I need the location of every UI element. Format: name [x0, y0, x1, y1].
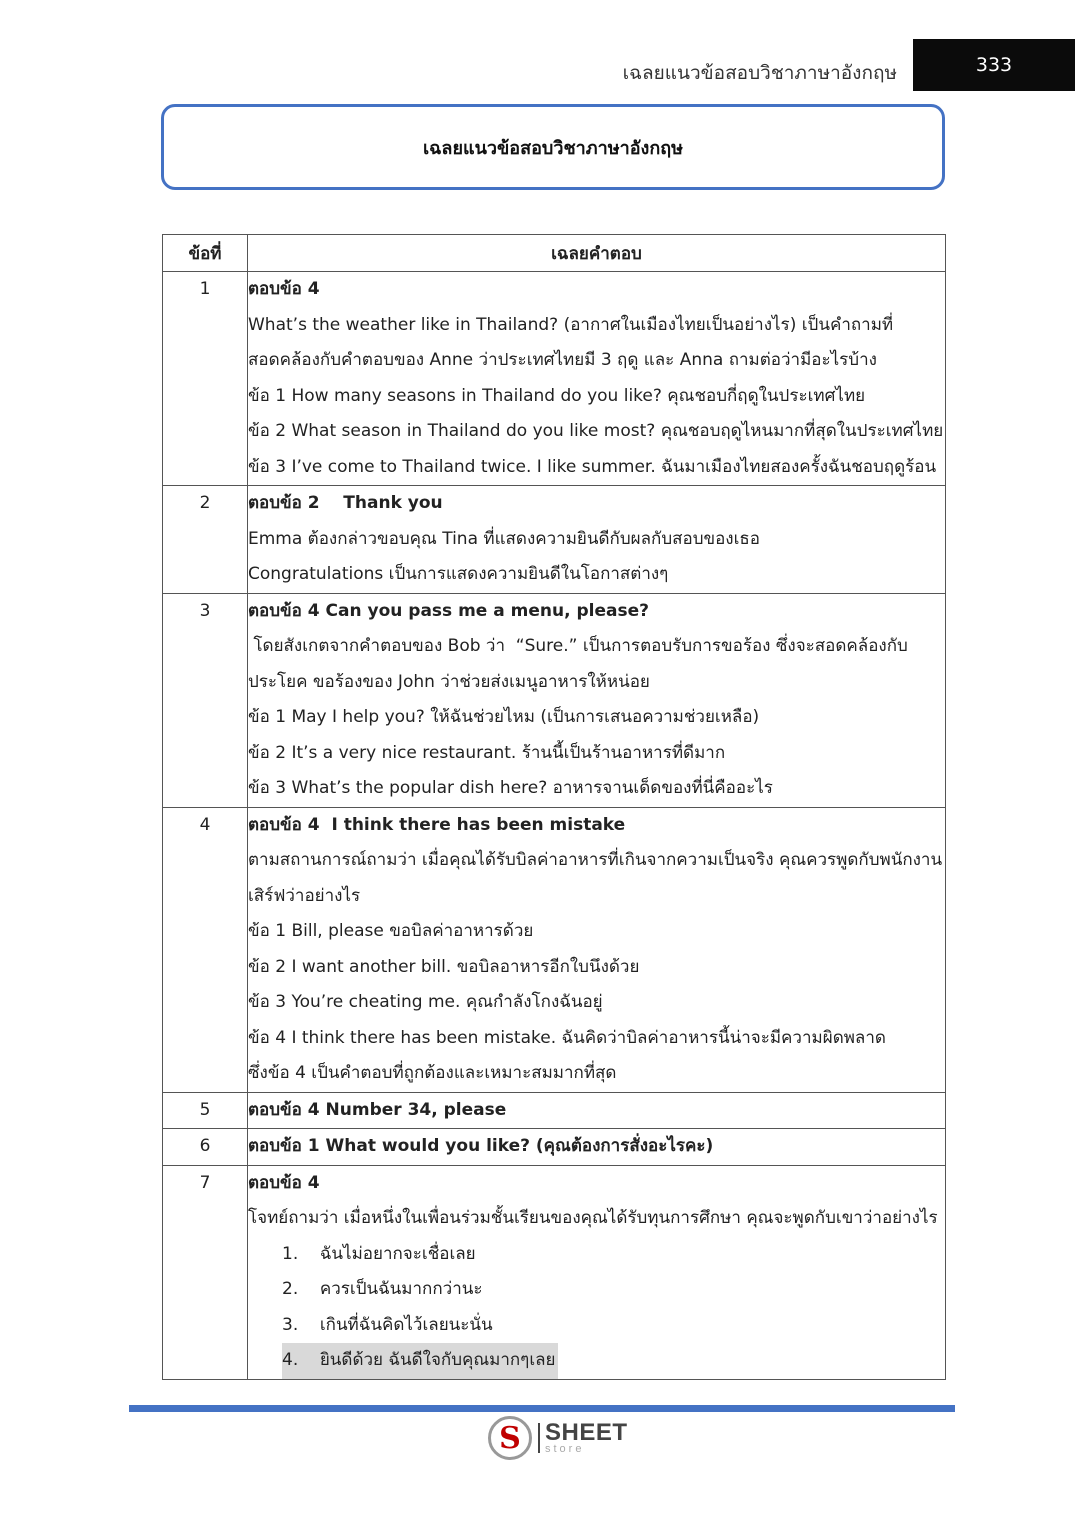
- question-number: 3: [163, 593, 248, 807]
- table-row: [163, 1129, 946, 1166]
- answer-cell: [248, 272, 946, 486]
- answer-cell: [248, 807, 946, 1092]
- logo-wordmark: [545, 1421, 628, 1455]
- explanation-line: ข้อ 2 It’s a very nice restaurant. ร้านนี้เป็นร้านอาหารที่ดีมาก: [248, 742, 726, 763]
- answer-cell: [248, 593, 946, 807]
- answer-cell: [248, 1129, 946, 1166]
- section-title-box: [161, 104, 945, 190]
- explanation-line: โจทย์ถามว่า เมื่อหนึ่งในเพื่อนร่วมชั้นเรียนของคุณได้รับทุนการศึกษา คุณจะพูดกับเขาว่าอย่างไร: [248, 1208, 938, 1228]
- question-number: 6: [163, 1129, 248, 1166]
- answer-cell: [248, 1165, 946, 1379]
- answer-choice: ตอบข้อ 1 What would you like? (คุณต้องการสั่งอะไรคะ): [248, 1136, 714, 1156]
- page-number: 333: [913, 39, 1075, 91]
- explanation-line: ข้อ 1 May I help you? ให้ฉันช่วยไหม (เป็นการเสนอความช่วยเหลือ): [248, 707, 760, 727]
- explanation-line: ซึ่งข้อ 4 เป็นคำตอบที่ถูกต้องและเหมาะสมมากที่สุด: [248, 1063, 617, 1083]
- table-row: [163, 272, 946, 486]
- section-title: เฉลยแนวข้อสอบวิชาภาษาอังกฤษ: [423, 137, 683, 159]
- column-header-no: ข้อที่: [163, 235, 248, 272]
- explanation-line: ข้อ 1 How many seasons in Thailand do you like? คุณชอบกี่ฤดูในประเทศไทย: [248, 385, 866, 406]
- table-row: [163, 486, 946, 594]
- table-row: [163, 807, 946, 1092]
- running-header-title: เฉลยแนวข้อสอบวิชาภาษาอังกฤษ: [622, 62, 897, 84]
- table-header-row: [163, 235, 946, 272]
- answer-table: [162, 234, 946, 1380]
- explanation-line: Congratulations เป็นการแสดงความยินดีในโอกาสต่างๆ: [248, 564, 669, 584]
- column-header-answer: เฉลยคำตอบ: [248, 235, 946, 272]
- sheet-store-logo: [488, 1418, 628, 1458]
- question-number: 7: [163, 1165, 248, 1379]
- question-number: 4: [163, 807, 248, 1092]
- table-row: [163, 593, 946, 807]
- table-row: [163, 1092, 946, 1129]
- question-number: 5: [163, 1092, 248, 1129]
- option-line: 2. ควรเป็นฉันมากกว่านะ: [282, 1279, 483, 1299]
- answer-choice: ตอบข้อ 4: [248, 279, 320, 299]
- explanation-line: สอดคล้องกับคำตอบของ Anne ว่าประเทศไทยมี 3 ฤดู และ Anna ถามต่อว่ามีอะไรบ้าง: [248, 350, 877, 370]
- explanation-line: ข้อ 3 You’re cheating me. คุณกำลังโกงฉันอยู่: [248, 992, 603, 1012]
- logo-main-text: SHEET: [545, 1419, 628, 1446]
- footer-rule: [129, 1405, 955, 1412]
- answer-cell: [248, 1092, 946, 1129]
- explanation-line: ข้อ 2 What season in Thailand do you like most? คุณชอบฤดูไหนมากที่สุดในประเทศไทย: [248, 421, 944, 441]
- question-number: 2: [163, 486, 248, 594]
- explanation-line: Emma ต้องกล่าวขอบคุณ Tina ที่แสดงความยินดีกับผลกับสอบของเธอ: [248, 528, 761, 549]
- answer-choice: ตอบข้อ 4 I think there has been mistake: [248, 814, 626, 835]
- logo-s-icon: S: [488, 1416, 532, 1460]
- option-line: 1. ฉันไม่อยากจะเชื่อเลย: [282, 1243, 476, 1264]
- explanation-line: What’s the weather like in Thailand? (อากาศในเมืองไทยเป็นอย่างไร) เป็นคำถามที่: [248, 314, 894, 335]
- explanation-line: ข้อ 1 Bill, please ขอบิลค่าอาหารด้วย: [248, 921, 534, 941]
- answer-choice: ตอบข้อ 4 Number 34, please: [248, 1099, 507, 1120]
- explanation-line: โดยสังเกตจากคำตอบของ Bob ว่า “Sure.” เป็นการตอบรับการขอร้อง ซึ่งจะสอดคล้องกับ: [248, 636, 908, 656]
- explanation-line: ข้อ 4 I think there has been mistake. ฉันคิดว่าบิลค่าอาหารนี้น่าจะมีความผิดพลาด: [248, 1027, 886, 1048]
- explanation-line: ตามสถานการณ์ถามว่า เมื่อคุณได้รับบิลค่าอาหารที่เกินจากความเป็นจริง คุณควรพูดกับพนักงาน: [248, 850, 943, 870]
- explanation-line: ข้อ 3 What’s the popular dish here? อาหารจานเด็ดของที่นี่คืออะไร: [248, 778, 773, 798]
- explanation-line: เสิร์ฟว่าอย่างไร: [248, 885, 361, 906]
- answer-choice: ตอบข้อ 2 Thank you: [248, 493, 443, 513]
- answer-choice: ตอบข้อ 4: [248, 1172, 320, 1193]
- answer-choice: ตอบข้อ 4 Can you pass me a menu, please?: [248, 600, 649, 621]
- table-row: [163, 1165, 946, 1379]
- option-line: 3. เกินที่ฉันคิดไว้เลยนะนั่น: [282, 1314, 493, 1335]
- explanation-line: ข้อ 2 I want another bill. ขอบิลอาหารอีกใบนึงด้วย: [248, 956, 640, 977]
- explanation-line: ประโยค ขอร้องของ John ว่าช่วยส่งเมนูอาหารให้หน่อย: [248, 671, 650, 692]
- logo-sub-text: store: [545, 1443, 585, 1455]
- correct-option-line: [248, 1343, 945, 1379]
- answer-cell: [248, 486, 946, 594]
- question-number: 1: [163, 272, 248, 486]
- explanation-line: ข้อ 3 I’ve come to Thailand twice. I like summer. ฉันมาเมืองไทยสองครั้งฉันชอบฤดูร้อน: [248, 456, 937, 477]
- logo-divider: [538, 1423, 540, 1453]
- correct-option-highlight: 4. ยินดีด้วย ฉันดีใจกับคุณมากๆเลย: [282, 1343, 558, 1379]
